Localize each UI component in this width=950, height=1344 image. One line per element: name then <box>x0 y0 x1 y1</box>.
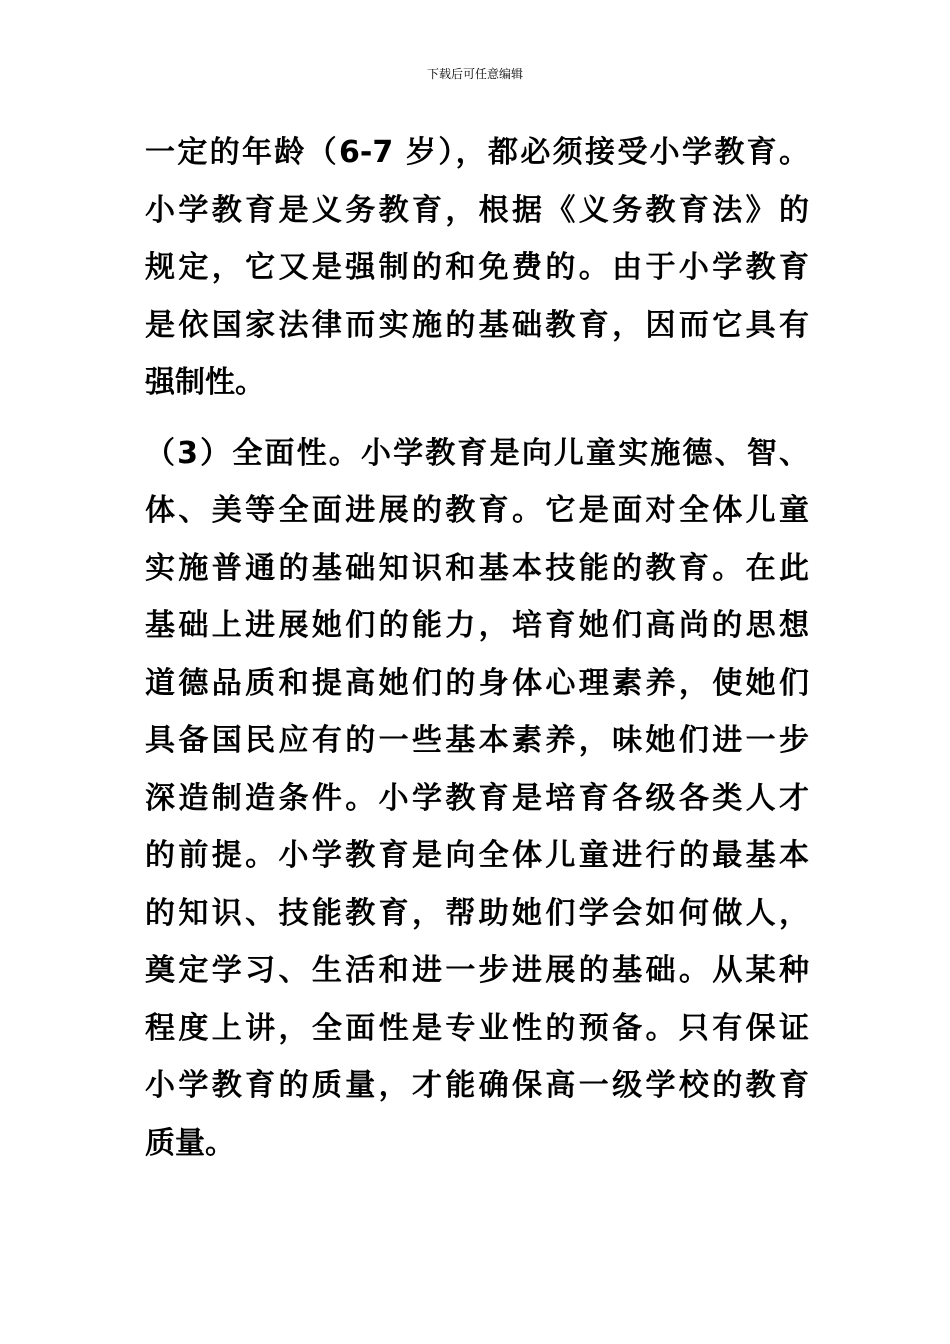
text-line: 规定，它又是强制的和免费的。由于小学教育 <box>145 250 809 285</box>
text-line: 实施普通的基础知识和基本技能的教育。在此 <box>145 550 809 586</box>
text-line: 小学教育的质量，才能确保高一级学校的教育 <box>145 1068 809 1103</box>
text-line: 程度上讲，全面性是专业性的预备。只有保证 <box>145 1010 809 1046</box>
text-line: 的前提。小学教育是向全体儿童进行的最基本 <box>145 838 809 873</box>
text-line: 深造制造条件。小学教育是培育各级各类人才 <box>145 780 809 816</box>
text-line: 一定的年龄（6-7 岁），都必须接受小学教育。 <box>145 135 809 170</box>
text-line: 体、美等全面进展的教育。它是面对全体儿童 <box>145 493 809 528</box>
text-line: 是依国家法律而实施的基础教育，因而它具有 <box>145 307 809 343</box>
page-header: 下载后可任意编辑 <box>426 67 523 81</box>
document-body <box>145 124 809 1172</box>
text-line: 基础上进展她们的能力，培育她们高尚的思想 <box>145 608 809 643</box>
paragraph-1 <box>145 124 809 412</box>
text-line: 强制性。 <box>145 365 265 400</box>
text-line: （3）全面性。小学教育是向儿童实施德、智、 <box>145 435 809 471</box>
text-line: 质量。 <box>145 1125 235 1161</box>
text-line: 奠定学习、生活和进一步进展的基础。从某种 <box>145 953 809 988</box>
paragraph-2 <box>145 425 809 1173</box>
text-line: 小学教育是义务教育，根据《义务教育法》的 <box>145 192 809 228</box>
text-line: 道德品质和提高她们的身体心理素养，使她们 <box>145 665 809 701</box>
text-line: 具备国民应有的一些基本素养，味她们进一步 <box>145 723 809 758</box>
paragraph-spacer <box>145 412 809 425</box>
text-line: 的知识、技能教育，帮助她们学会如何做人， <box>145 895 809 931</box>
